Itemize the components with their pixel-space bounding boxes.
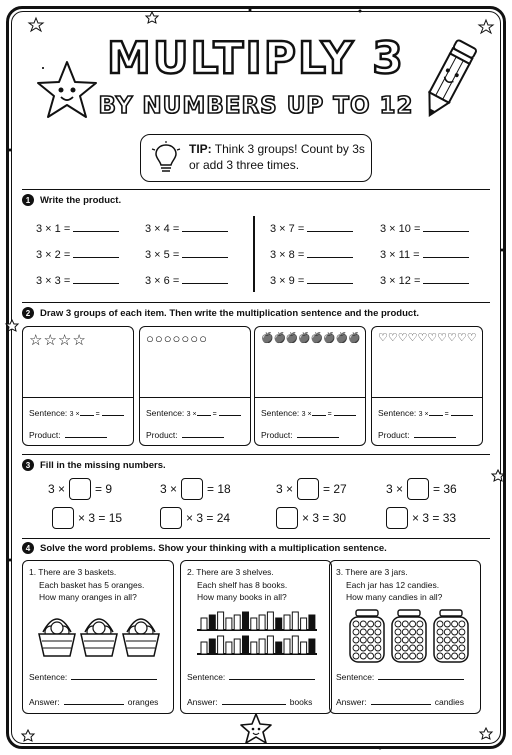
problem-rhs: = 18 (207, 482, 231, 496)
word-problem-box (329, 560, 481, 714)
missing-factor-problem (160, 507, 230, 529)
problem-line: How many oranges in all? (39, 592, 137, 602)
page-title: MULTIPLY 3 (107, 33, 405, 84)
sentence-line (187, 672, 315, 682)
problem-rhs: × 3 = 15 (78, 511, 123, 525)
problem-text (187, 566, 287, 604)
product-problem (270, 248, 353, 261)
product-label: Product: (146, 430, 178, 440)
answer-line (187, 697, 312, 707)
answer-box[interactable] (276, 507, 298, 529)
result-blank[interactable] (334, 408, 356, 416)
product-problem (380, 274, 469, 287)
item-glyphs: ○○○○○○○ (146, 331, 208, 346)
sentence-eq: 3 × (186, 411, 197, 418)
product-blank[interactable] (297, 430, 339, 438)
problem-line: 1. There are 3 baskets. (29, 567, 117, 577)
problem-text: 3 × 9 = (270, 275, 305, 287)
answer-blank[interactable] (222, 697, 286, 705)
sentence-label: Sentence: (336, 672, 375, 682)
problem-text: 3 × 8 = (270, 249, 305, 261)
section3-heading: 3 Fill in the missing numbers. (22, 459, 166, 471)
sentence-eq: 3 × (69, 411, 80, 418)
problem-text: 3 × 7 = (270, 223, 305, 235)
missing-factor-problem (386, 507, 456, 529)
answer-blank[interactable] (371, 697, 431, 705)
sentence-line (146, 408, 241, 418)
factor-blank[interactable] (197, 408, 211, 416)
problem-line: 2. There are 3 shelves. (187, 567, 274, 577)
problem-text (336, 566, 442, 604)
product-problem (145, 274, 228, 287)
word-problem-box (22, 560, 174, 714)
sentence-line (29, 408, 124, 418)
product-blank[interactable] (65, 430, 107, 438)
problem-text (29, 566, 144, 604)
product-blank[interactable] (414, 430, 456, 438)
product-problem (36, 274, 119, 287)
problem-text: 3 × 1 = (36, 223, 71, 235)
sentence-line (29, 672, 157, 682)
answer-blank[interactable] (423, 222, 469, 232)
sentence-eq: 3 × (301, 411, 312, 418)
draw-groups-box[interactable] (371, 326, 483, 446)
answer-box[interactable] (69, 478, 91, 500)
product-line (378, 430, 456, 440)
answer-blank[interactable] (423, 274, 469, 284)
section-divider (22, 454, 490, 455)
sentence-blank[interactable] (229, 672, 315, 680)
factor-blank[interactable] (429, 408, 443, 416)
problem-rhs: × 3 = 30 (302, 511, 347, 525)
answer-label: Answer: (336, 697, 367, 707)
answer-blank[interactable] (307, 274, 353, 284)
product-label: Product: (29, 430, 61, 440)
page-subtitle: BY NUMBERS UP TO 12 (98, 93, 414, 119)
answer-unit: oranges (127, 697, 159, 707)
answer-blank[interactable] (64, 697, 124, 705)
answer-box[interactable] (297, 478, 319, 500)
sentence-line (378, 408, 473, 418)
equals-sign: = (212, 411, 217, 418)
sentence-label: Sentence: (187, 672, 226, 682)
section-divider (22, 538, 490, 539)
section2-heading: 2 Draw 3 groups of each item. Then write the multiplication sentence and the product. (22, 307, 419, 319)
problem-rhs: = 27 (323, 482, 347, 496)
candy-jar-icon (340, 608, 472, 664)
problem-rhs: × 3 = 24 (186, 511, 231, 525)
section1-heading: 1 Write the product. (22, 194, 121, 206)
problem-text: 3 × 5 = (145, 249, 180, 261)
bottom-star-icon (238, 712, 274, 746)
problem-rhs: = 36 (433, 482, 457, 496)
item-glyphs: 🍎🍎🍎🍎🍎🍎🍎🍎 (261, 333, 361, 344)
problem-lhs: 3 × (386, 482, 404, 496)
missing-factor-problem (276, 478, 347, 500)
lightbulb-icon (151, 141, 181, 175)
factor-blank[interactable] (312, 408, 326, 416)
equals-sign: = (95, 411, 100, 418)
draw-groups-box[interactable] (22, 326, 134, 446)
problem-line: Each jar has 12 candies. (346, 579, 440, 590)
section-divider (22, 189, 490, 190)
bookshelf-icon (191, 608, 323, 664)
section4-heading: 4 Solve the word problems. Show your thinking with a multiplication sentence. (22, 542, 387, 554)
problem-text: 3 × 2 = (36, 249, 71, 261)
product-problem (145, 248, 228, 261)
answer-blank[interactable] (182, 222, 228, 232)
sentence-line (336, 672, 464, 682)
problem-rhs: = 9 (95, 482, 113, 496)
sentence-label: Sentence: (29, 408, 68, 418)
product-problem (36, 222, 119, 235)
sentence-label: Sentence: (378, 408, 417, 418)
result-blank[interactable] (102, 408, 124, 416)
problem-lhs: 3 × (48, 482, 66, 496)
sentence-label: Sentence: (29, 672, 68, 682)
product-line (146, 430, 224, 440)
answer-box[interactable] (160, 507, 182, 529)
answer-line (336, 697, 464, 707)
sentence-label: Sentence: (261, 408, 300, 418)
box-divider (140, 397, 250, 398)
equals-sign: = (327, 411, 332, 418)
answer-unit: books (289, 697, 313, 707)
tip-box: TIP: Think 3 groups! Count by 3s or add 3 three times. (140, 134, 372, 182)
product-problem (380, 222, 469, 235)
product-problem (36, 248, 119, 261)
draw-groups-box[interactable] (254, 326, 366, 446)
product-problem (145, 222, 228, 235)
missing-factor-problem (160, 478, 231, 500)
answer-blank[interactable] (73, 222, 119, 232)
product-line (261, 430, 339, 440)
answer-blank[interactable] (423, 248, 469, 258)
box-divider (372, 397, 482, 398)
answer-label: Answer: (187, 697, 218, 707)
problem-line: Each shelf has 8 books. (197, 579, 288, 590)
box-divider (255, 397, 365, 398)
sentence-blank[interactable] (71, 672, 157, 680)
section-divider (22, 302, 490, 303)
problem-text: 3 × 10 = (380, 223, 421, 235)
answer-box[interactable] (181, 478, 203, 500)
sentence-line (261, 408, 356, 418)
answer-blank[interactable] (307, 222, 353, 232)
factor-blank[interactable] (80, 408, 94, 416)
orange-basket-icon (33, 608, 165, 664)
answer-blank[interactable] (182, 248, 228, 258)
answer-box[interactable] (407, 478, 429, 500)
problem-line: How many books in all? (197, 592, 287, 602)
answer-blank[interactable] (73, 274, 119, 284)
problem-text: 3 × 4 = (145, 223, 180, 235)
product-label: Product: (261, 430, 293, 440)
answer-box[interactable] (52, 507, 74, 529)
draw-groups-box[interactable] (139, 326, 251, 446)
result-blank[interactable] (219, 408, 241, 416)
answer-label: Answer: (29, 697, 60, 707)
sentence-eq: 3 × (418, 411, 429, 418)
answer-line (29, 697, 158, 707)
answer-unit: candies (434, 697, 465, 707)
missing-factor-problem (48, 478, 112, 500)
result-blank[interactable] (451, 408, 473, 416)
missing-factor-problem (386, 478, 457, 500)
item-glyphs: ♡♡♡♡♡♡♡♡♡♡ (378, 332, 477, 344)
problem-rhs: × 3 = 33 (412, 511, 457, 525)
problem-line: How many candies in all? (346, 592, 443, 602)
product-blank[interactable] (182, 430, 224, 438)
product-problem (270, 274, 353, 287)
problem-text: 3 × 3 = (36, 275, 71, 287)
answer-blank[interactable] (73, 248, 119, 258)
problem-lhs: 3 × (160, 482, 178, 496)
item-glyphs: ☆☆☆☆ (29, 332, 87, 349)
answer-blank[interactable] (307, 248, 353, 258)
product-line (29, 430, 107, 440)
problem-lhs: 3 × (276, 482, 294, 496)
product-label: Product: (378, 430, 410, 440)
missing-factor-problem (276, 507, 346, 529)
column-divider (253, 216, 255, 292)
problem-line: 3. There are 3 jars. (336, 567, 408, 577)
product-problem (380, 248, 469, 261)
missing-factor-problem (52, 507, 122, 529)
box-divider (23, 397, 133, 398)
answer-box[interactable] (386, 507, 408, 529)
problem-text: 3 × 11 = (380, 249, 420, 261)
problem-text: 3 × 6 = (145, 275, 180, 287)
product-problem (270, 222, 353, 235)
sentence-label: Sentence: (146, 408, 185, 418)
equals-sign: = (444, 411, 449, 418)
answer-blank[interactable] (182, 274, 228, 284)
problem-line: Each basket has 5 oranges. (39, 579, 145, 590)
problem-text: 3 × 12 = (380, 275, 421, 287)
sentence-blank[interactable] (378, 672, 464, 680)
word-problem-box (180, 560, 332, 714)
